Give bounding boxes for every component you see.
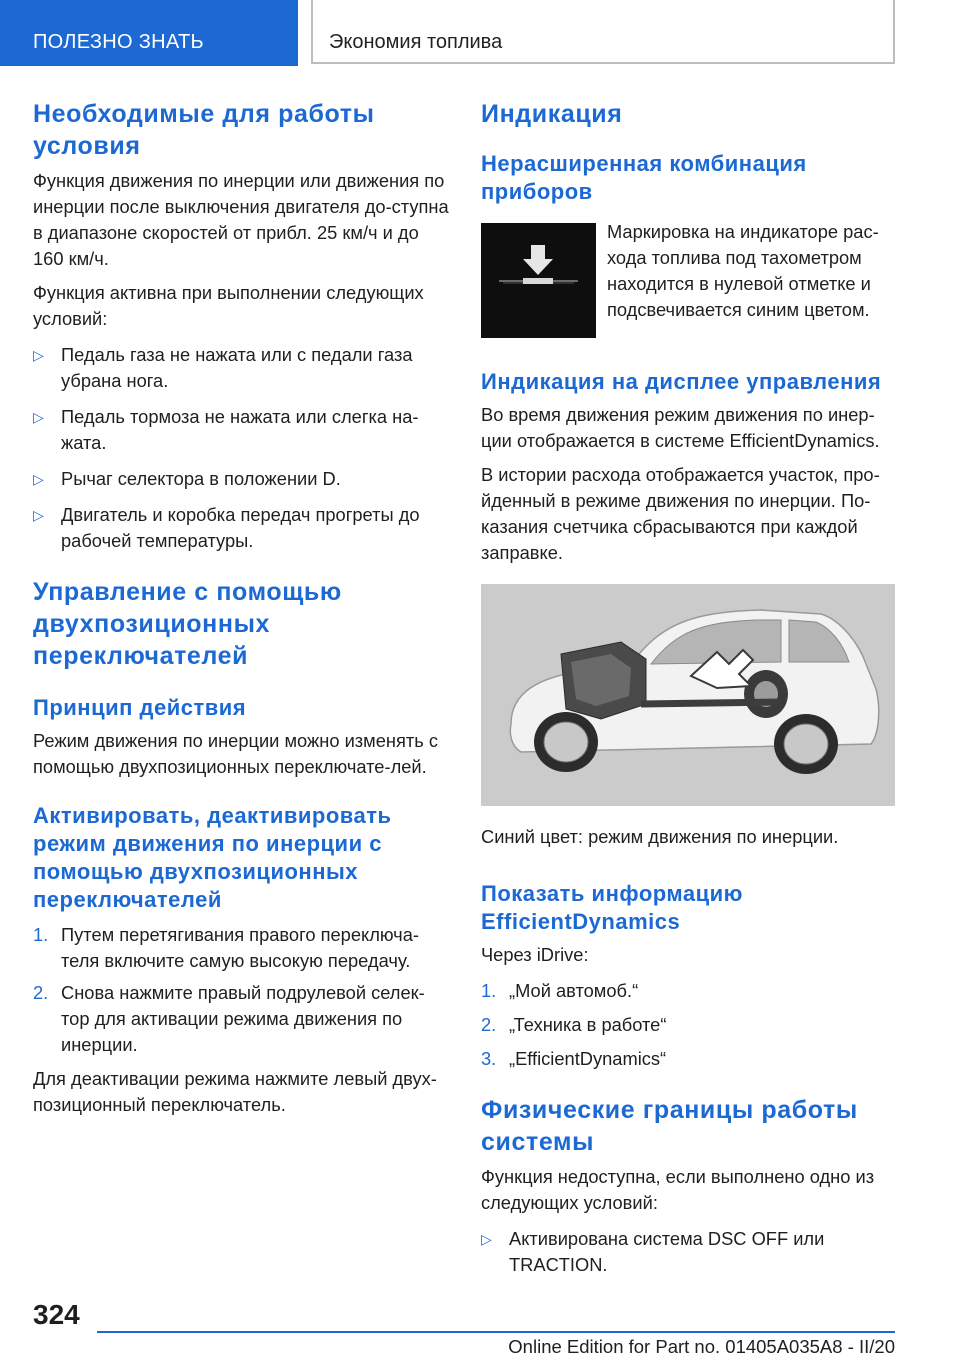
right-column (481, 98, 895, 1278)
step-item: 1. Путем перетягивания правого переключа-теля включите самую высокую передачу. (33, 924, 419, 971)
show-info-heading: Показать информацию EfficientDynamics (481, 881, 743, 934)
image-caption: Синий цвет: режим движения по инерции. (481, 826, 839, 847)
triangle-bullet-icon: ▷ (33, 409, 44, 425)
triangle-bullet-icon: ▷ (33, 347, 44, 363)
edition-note: Online Edition for Part no. 01405A035A8 - II/20 (508, 1336, 895, 1357)
list-item: ▷ Педаль газа не нажата или с педали газа убрана нога. (33, 344, 413, 391)
display-heading: Индикация на дисплее управления (481, 369, 882, 394)
display-paragraph-2: В истории расхода отображается участок, про-йденный в режиме движения по инерции. По-казания счетчика сбрасываются при каждой заправке. (481, 464, 880, 563)
step-item: 2. „Техника в работе“ (481, 1014, 667, 1035)
indication-heading: Индикация (481, 100, 623, 128)
page-number: 324 (33, 1299, 80, 1330)
coasting-marker-icon (481, 223, 596, 338)
left-column (33, 98, 449, 1118)
footer-divider (97, 1331, 895, 1333)
show-info-paragraph: Через iDrive: (481, 944, 589, 965)
indicator-image (481, 223, 596, 338)
list-item: ▷ Педаль тормоза не нажата или слегка на-жата. (33, 406, 419, 453)
triangle-bullet-icon: ▷ (33, 471, 44, 487)
section-label: ПОЛЕЗНО ЗНАТЬ (0, 0, 298, 66)
display-paragraph-1: Во время движения режим движения по инер-ции отображается в системе EfficientDynamics. (481, 404, 880, 451)
car-illustration (481, 584, 895, 806)
limits-heading: Физические границы работы системы (481, 1096, 858, 1156)
step-item: 2. Снова нажмите правый подрулевой селек-тор для активации режима движения по инерции. (33, 982, 425, 1055)
conditions-heading: Необходимые для работы условия (33, 100, 375, 160)
cluster-indicator-block (481, 223, 895, 338)
activate-steps (33, 922, 449, 1058)
control-heading: Управление с помощью двухпозиционных переключателей (33, 578, 342, 670)
triangle-bullet-icon: ▷ (33, 507, 44, 523)
topic-label: Экономия топлива (311, 0, 895, 64)
step-item: 3. „EfficientDynamics“ (481, 1048, 667, 1069)
principle-heading: Принцип действия (33, 695, 247, 720)
step-item: 1. „Мой автомоб.“ (481, 980, 639, 1001)
conditions-list (33, 342, 449, 554)
list-item: ▷ Активирована система DSC OFF или TRACTION. (481, 1228, 825, 1275)
limits-list (481, 1226, 895, 1278)
limits-paragraph: Функция недоступна, если выполнено одно из следующих условий: (481, 1166, 875, 1213)
list-item: ▷ Двигатель и коробка передач прогреты до рабочей температуры. (33, 504, 420, 551)
triangle-bullet-icon: ▷ (481, 1231, 492, 1247)
list-item: ▷ Рычаг селектора в положении D. (33, 466, 449, 492)
deactivate-paragraph: Для деактивации режима нажмите левый двух-позиционный переключатель. (33, 1068, 437, 1115)
cluster-heading: Нерасширенная комбинация приборов (481, 151, 807, 204)
conditions-intro: Функция активна при выполнении следующих условий: (33, 282, 424, 329)
conditions-paragraph: Функция движения по инерции или движения по инерции после выключения двигателя до-ступна в диапазоне скоростей от прибл. 25 км/ч и до 160 км/ч. (33, 170, 449, 269)
show-info-steps (481, 978, 895, 1072)
cluster-paragraph: Маркировка на индикаторе рас-хода топлива под тахометром находится в нулевой отметке и подсвечивается синим цветом. (607, 221, 879, 320)
page-header (0, 0, 960, 66)
activate-heading: Активировать, деактивировать режим движения по инерции с помощью двухпозиционных переключателей (33, 803, 392, 912)
principle-paragraph: Режим движения по инерции можно изменять с помощью двухпозиционных переключате-лей. (33, 730, 439, 777)
car-drivetrain-image (481, 584, 895, 806)
